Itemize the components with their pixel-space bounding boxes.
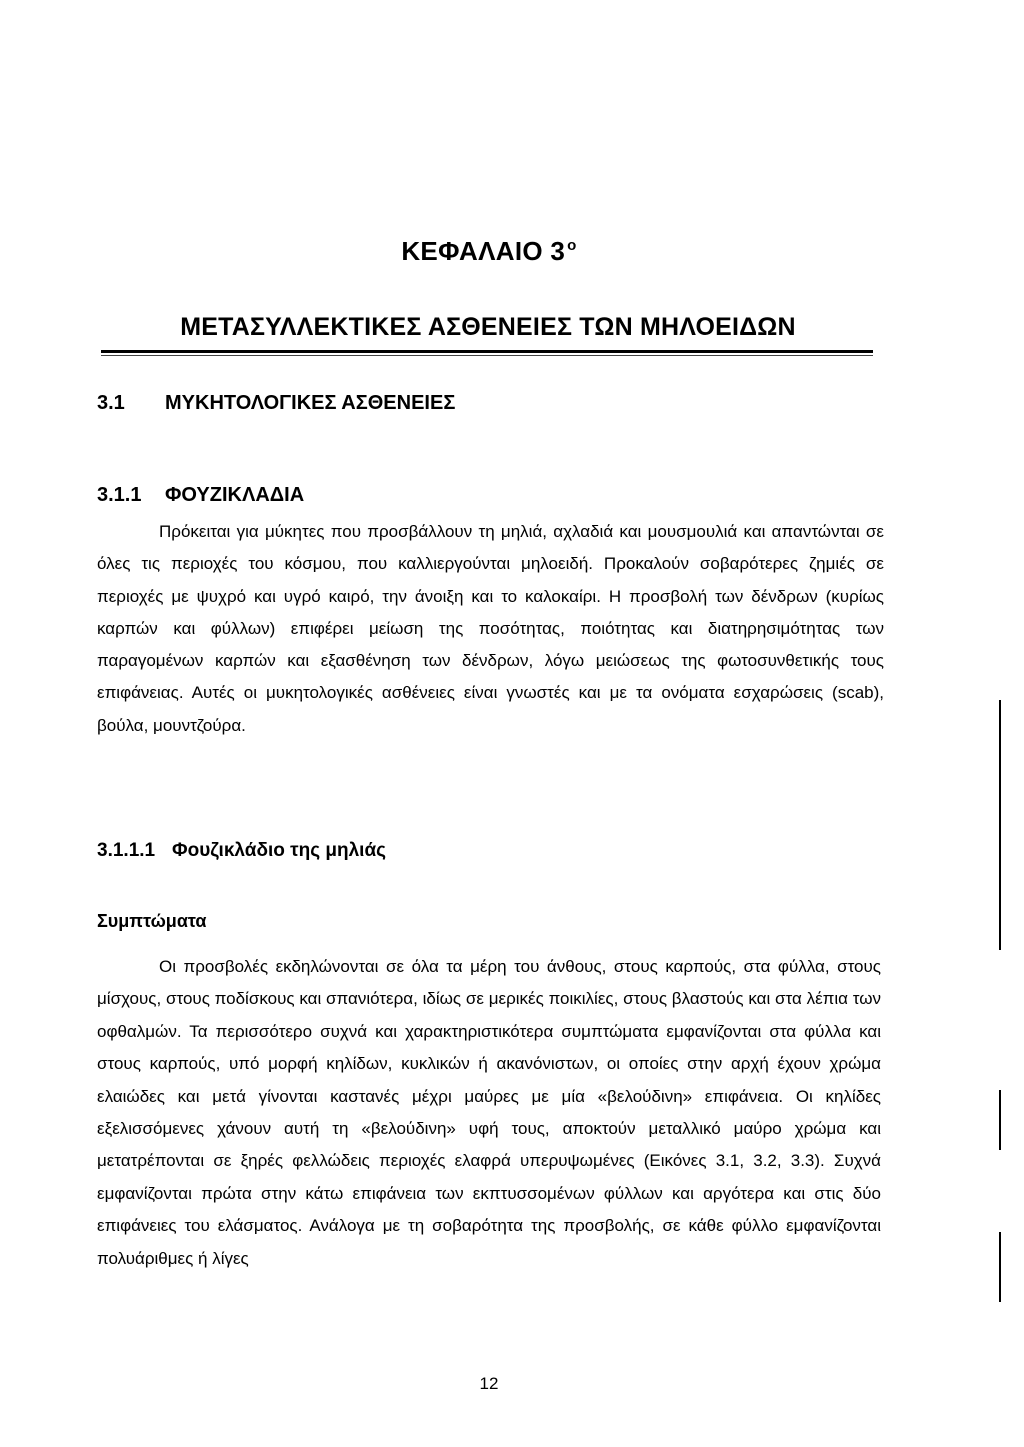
page-number: 12: [479, 1374, 499, 1393]
chapter-title: ΜΕΤΑΣΥΛΛΕΚΤΙΚΕΣ ΑΣΘΕΝΕΙΕΣ ΤΩΝ ΜΗΛΟΕΙΔΩΝ: [180, 313, 796, 341]
subsection-number: 3.1.1: [97, 484, 142, 506]
scan-margin-line: [999, 1232, 1001, 1302]
title-underline-secondary: [101, 355, 873, 356]
subsubsection-title: Φουζικλάδιο της μηλιάς: [172, 840, 387, 861]
chapter-label: [0, 236, 978, 267]
chapter-label-text: ΚΕΦΑΛΑΙΟ 3: [401, 236, 566, 266]
subsection-title: ΦΟΥΖΙΚΛΑΔΙΑ: [165, 484, 305, 506]
scan-margin-line: [999, 700, 1001, 950]
section-number: 3.1: [97, 392, 125, 414]
section-title: ΜΥΚΗΤΟΛΟΓΙΚΕΣ ΑΣΘΕΝΕΙΕΣ: [165, 392, 456, 414]
scan-margin-line: [999, 1090, 1001, 1150]
title-underline: [101, 350, 873, 353]
symptoms-paragraph: Οι προσβολές εκδηλώνονται σε όλα τα μέρη του άνθους, στους καρπούς, στα φύλλα, στους μίσχους, στους ποδίσκους και σπανιότερα, ιδίως σε μερικές ποικιλίες, στους βλαστούς και στα λέπια των οφθαλμών. Τα περισσότερο συχνά και χαρακτηριστικότερα συμπτώματα εμφανίζονται στα φύλλα και στους καρπούς, υπό μορφή κηλίδων, κυκλικών ή ακανόνιστων, οι οποίες στην αρχή έχουν χρώμα ελαιώδες και μετά γίνονται καστανές μέχρι μαύρες με μία «βελούδινη» επιφάνεια. Οι κηλίδες εξελισσόμενες χάνουν αυτή τη «βελούδινη» υφή τους, αποκτούν μεταλλικό μαύρο χρώμα και μετατρέπονται σε ξηρές φελλώδεις περιοχές ελαφρά υπερυψωμένες (Εικόνες 3.1, 3.2, 3.3). Συχνά εμφανίζονται πρώτα στην κάτω επιφάνεια των εκπτυσσομένων φύλλων και αργότερα και στις δύο επιφάνειες του ελάσματος. Ανάλογα με τη σοβαρότητα της προσβολής, σε κάθε φύλλο εμφανίζονται πολυάριθμες ή λίγες: [97, 957, 881, 1268]
symptoms-heading: Συμπτώματα: [97, 911, 207, 931]
chapter-label-superscript: ο: [567, 237, 577, 255]
subsection-heading: [97, 484, 304, 507]
subsubsection-heading: [97, 840, 386, 862]
subsection-paragraph: Πρόκειται για μύκητες που προσβάλλουν τη μηλιά, αχλαδιά και μουσμουλιά και απαντώνται σε όλες τις περιοχές του κόσμου, που καλλιεργούνται μηλοειδή. Προκαλούν σοβαρότερες ζημιές σε περιοχές με ψυχρό και υγρό καιρό, την άνοιξη και το καλοκαίρι. Η προσβολή των δένδρων (κυρίως καρπών και φύλλων) επιφέρει μείωση της ποσότητας, ποιότητας και διατηρησιμότητας των παραγομένων καρπών και εξασθένηση των δένδρων, λόγω μειώσεως της φωτοσυνθετικής τους επιφάνειας. Αυτές οι μυκητολογικές ασθένειες είναι γνωστές και με τα ονόματα εσχαρώσεις (scab), βούλα, μουντζούρα.: [97, 522, 884, 735]
section-heading: [97, 392, 455, 415]
subsubsection-number: 3.1.1.1: [97, 840, 156, 861]
